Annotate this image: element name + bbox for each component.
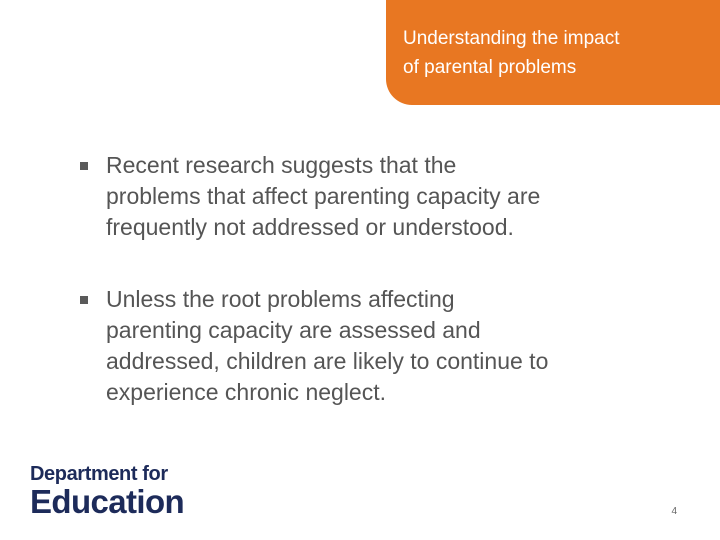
bullet-item-research <box>80 150 680 243</box>
bullet-list <box>80 150 680 408</box>
bullet-1-line-2: problems that affect parenting capacity are <box>106 183 541 209</box>
page-number: 4 <box>671 506 677 517</box>
bullet-2-line-2: parenting capacity are assessed and <box>106 317 481 343</box>
logo-education-text: Education <box>30 483 185 520</box>
bullet-2-line-1: Unless the root problems affecting <box>106 286 455 312</box>
title-banner <box>386 0 720 105</box>
bullet-1-line-3: frequently not addressed or understood. <box>106 214 514 240</box>
title-line-1: Understanding the impact <box>403 28 620 49</box>
bullet-2-line-3: addressed, children are likely to continue to <box>106 348 549 374</box>
department-for-education-logo <box>30 463 184 519</box>
logo-department-text: Department for <box>30 463 168 485</box>
title-line-2: of parental problems <box>403 57 577 78</box>
square-bullet-icon <box>80 296 88 304</box>
square-bullet-icon <box>80 162 88 170</box>
bullet-1-line-1: Recent research suggests that the <box>106 152 457 178</box>
bullet-2-line-4: experience chronic neglect. <box>106 379 386 405</box>
bullet-item-root-problems <box>80 284 680 408</box>
